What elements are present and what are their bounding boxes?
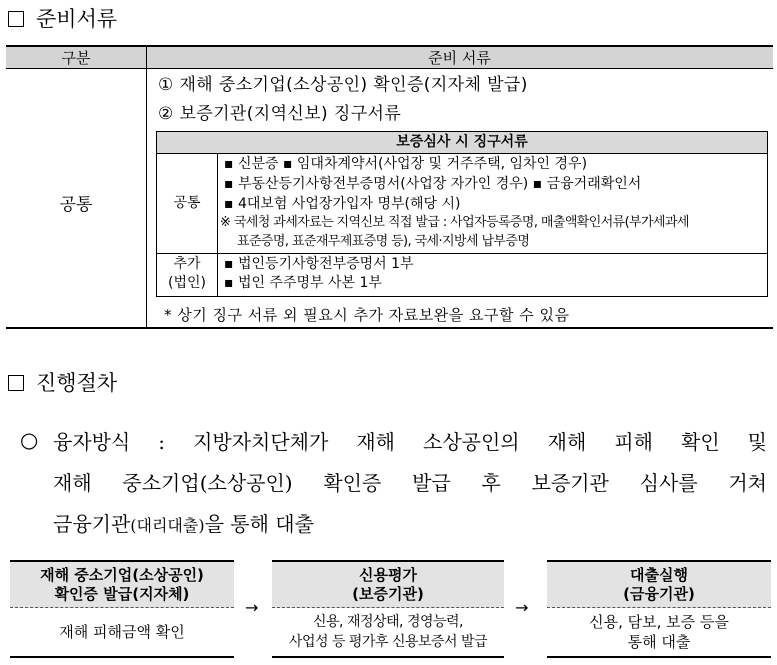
arrow-icon: → <box>515 598 529 617</box>
doc-item-2: ② 보증기관(지역신보) 징구서류 <box>158 104 402 124</box>
inner-table-title: 보증심사 시 징구서류 <box>157 132 767 154</box>
table-bottom-border <box>6 327 773 329</box>
inner-label-corporate: (법인) <box>168 275 206 291</box>
documents-table <box>6 45 773 329</box>
doc-item-1: ① 재해 중소기업(소상공인) 확인증(지자체 발급) <box>158 75 528 95</box>
flow-step-header: 재해 중소기업(소상공인) 확인증 발급(지자체) <box>10 560 234 608</box>
paragraph-line-1: 융자방식 : 지방자치단체가 재해 소상공인의 재해 피해 확인 및 <box>53 430 767 454</box>
paragraph-bullet: ○ <box>20 428 39 452</box>
inner-col-divider <box>217 153 218 297</box>
inner-row-divider <box>157 253 767 254</box>
section-title-procedure: 진행절차 <box>8 370 117 396</box>
flow-step-body: 신용, 재정상태, 경영능력, 사업성 등 평가후 신용보증서 발급 <box>272 608 504 658</box>
row-label-common: 공통 <box>59 195 93 215</box>
guarantee-review-table <box>156 131 768 297</box>
paragraph-line-2: 재해 중소기업(소상공인) 확인증 발급 후 보증기관 심사를 거쳐 <box>53 471 767 495</box>
common-doc-line: ▪ 신분증 ▪ 임대차계약서(사업장 및 거주주택, 임차인 경우) <box>224 156 588 172</box>
section-title-documents: 준비서류 <box>8 6 117 32</box>
extra-doc-line: ▪ 법인 주주명부 사본 1부 <box>224 275 382 291</box>
inner-label-extra: 추가 <box>173 256 201 272</box>
flow-step-confirmation <box>10 560 234 658</box>
common-doc-line: ▪ 4대보험 사업장가입자 명부(해당 시) <box>224 196 461 212</box>
header-documents: 준비 서류 <box>428 49 491 67</box>
flow-step-header: 대출실행 (금융기관) <box>547 560 771 608</box>
inner-label-common: 공통 <box>173 195 201 211</box>
flow-step-loan-execution <box>547 560 771 658</box>
checkbox-icon <box>8 11 24 27</box>
table-note: * 상기 징구 서류 외 필요시 추가 자료보완을 요구할 수 있음 <box>164 306 570 324</box>
common-doc-line: ▪ 부동산등기사항전부증명서(사업장 자가인 경우) ▪ 금융거래확인서 <box>224 176 642 192</box>
checkbox-icon <box>8 375 24 391</box>
table-col-divider <box>146 47 147 329</box>
flow-step-body: 신용, 담보, 보증 등을 통해 대출 <box>547 608 771 658</box>
flow-step-body: 재해 피해금액 확인 <box>10 608 234 658</box>
flow-step-header: 신용평가 (보증기관) <box>272 560 504 608</box>
tax-note-line: 표준증명, 표준재무제표증명 등), 국세·지방세 납부증명 <box>237 234 530 249</box>
tax-note-line: ※ 국세청 과세자료는 지역신보 직접 발급 : 사업자등록증명, 매출액확인서류(부가세과세 <box>220 215 689 230</box>
extra-doc-line: ▪ 법인등기사항전부증명서 1부 <box>224 256 414 272</box>
flow-step-credit-evaluation <box>272 560 504 658</box>
paragraph-line-3: 금융기관(대리대출)을 통해 대출 <box>53 512 314 536</box>
arrow-icon: → <box>245 598 259 617</box>
header-category: 구분 <box>61 49 91 67</box>
